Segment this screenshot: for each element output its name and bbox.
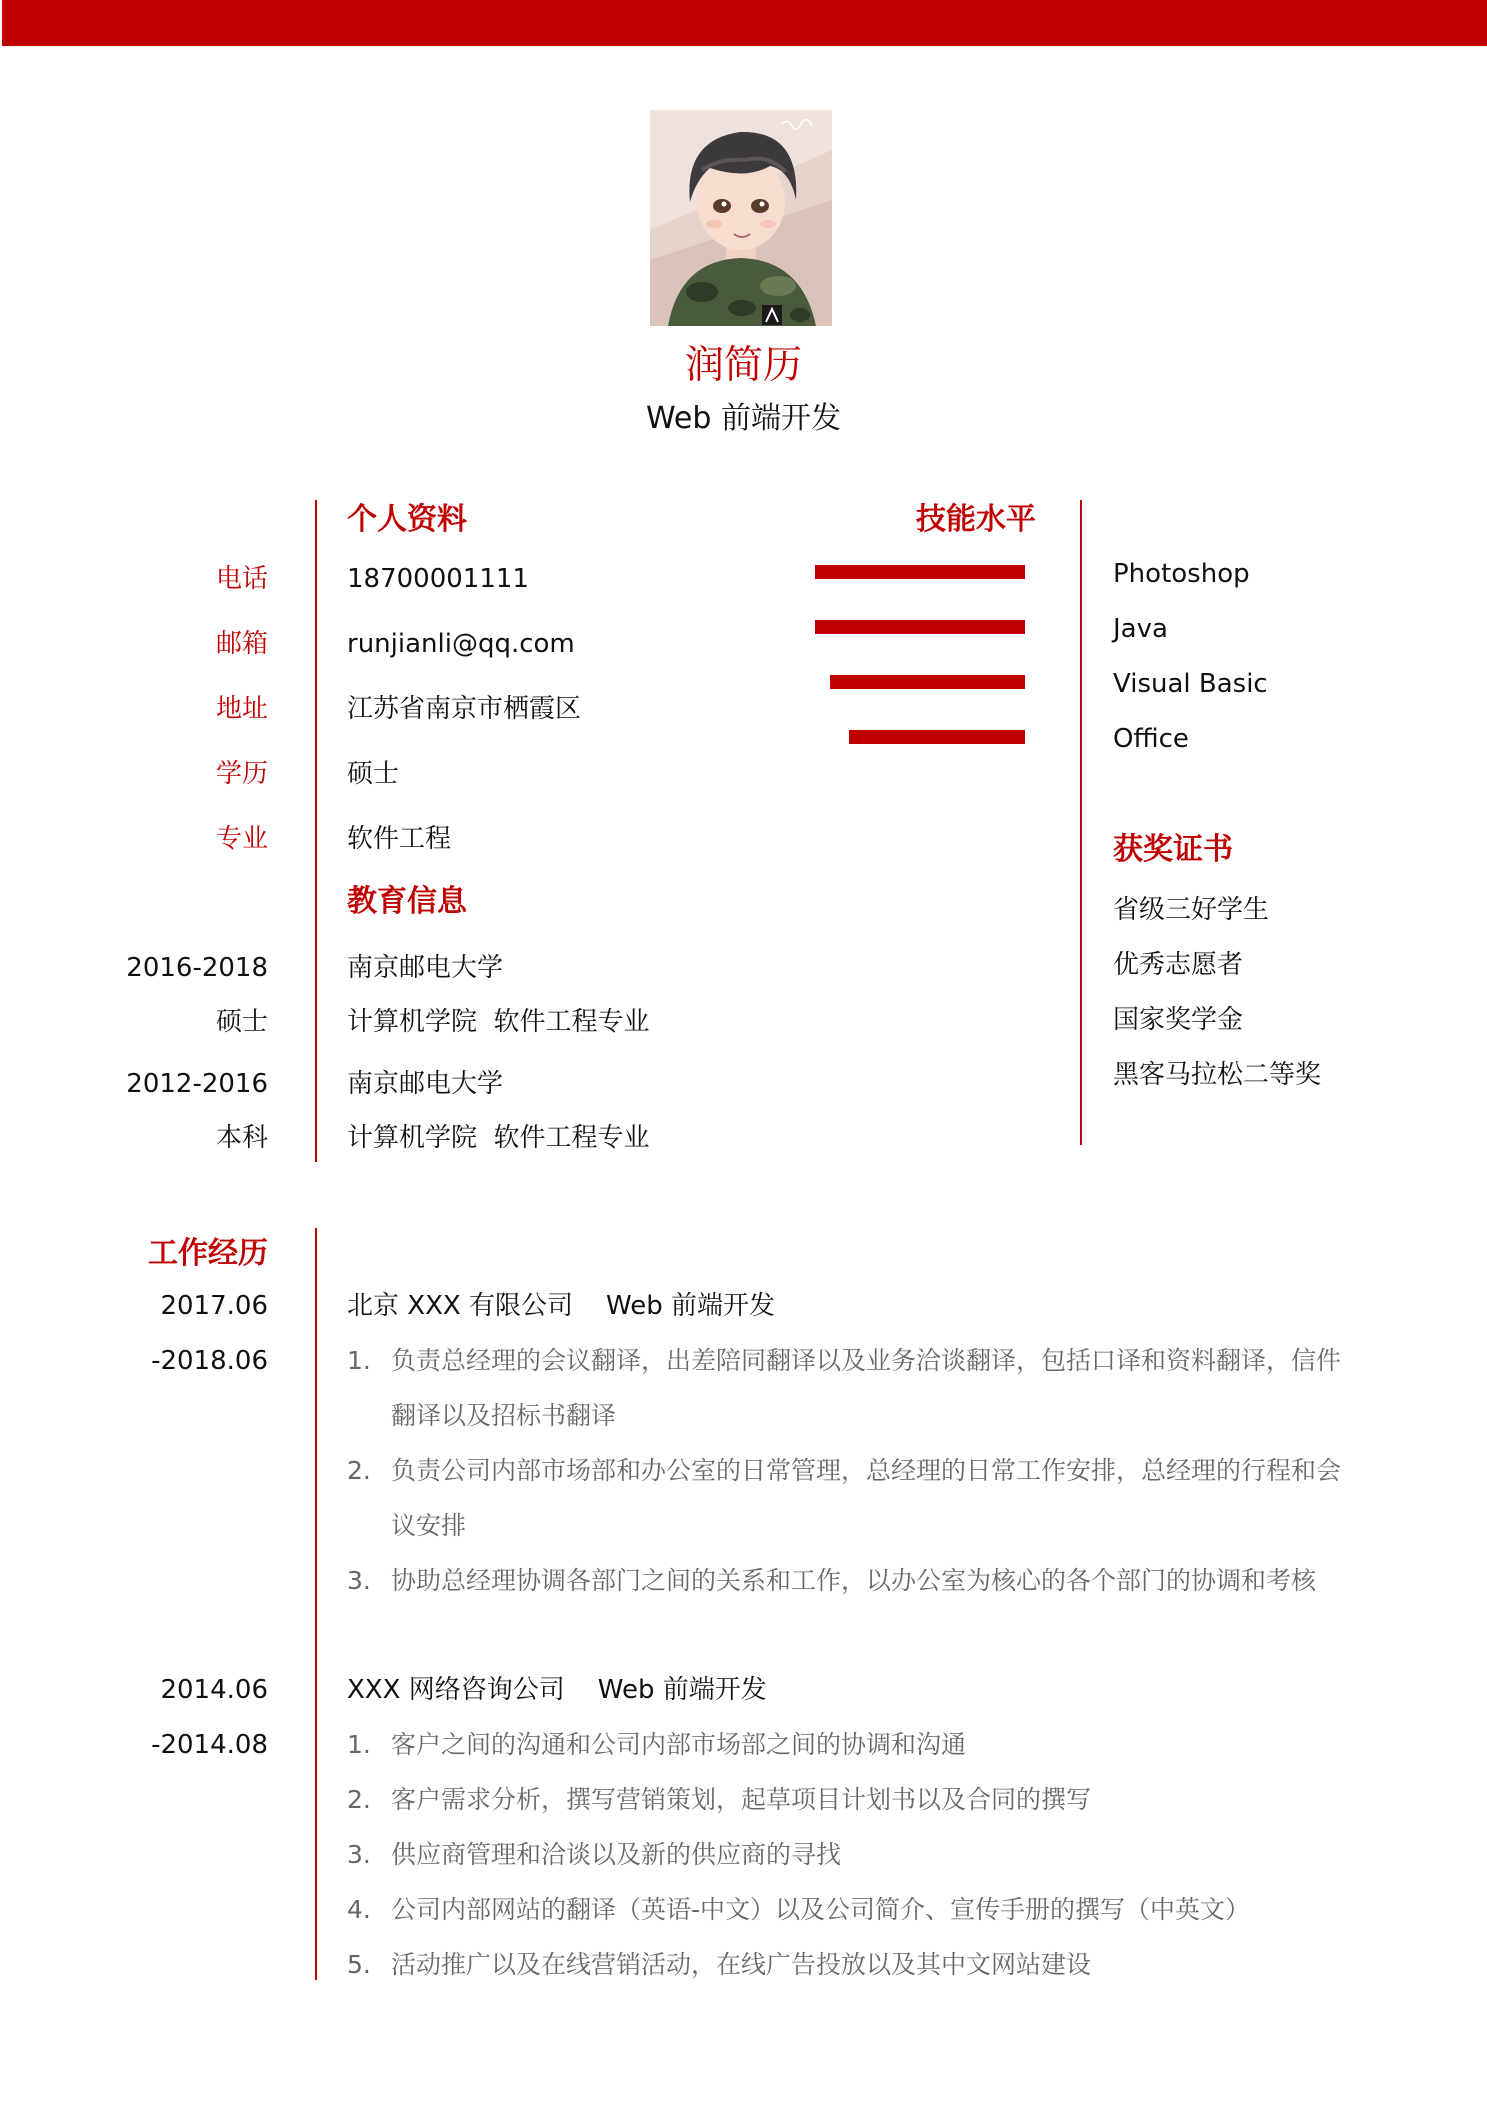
job-duty-item: 2. 客户需求分析，撰写营销策划，起草项目计划书以及合同的撰写 [347,1785,1092,1814]
skill-level-bar [849,730,1025,744]
job-start-date: 2017.06 [160,1291,268,1321]
address-label: 地址 [215,694,268,724]
award-item: 国家奖学金 [1113,1005,1244,1035]
job-duty-text: 客户需求分析，撰写营销策划，起草项目计划书以及合同的撰写 [391,1785,1092,1814]
job-duties [347,1333,1347,1608]
job-duty-text: 活动推广以及在线营销活动，在线广告投放以及其中文网站建设 [391,1950,1092,1979]
skill-level-bar [815,565,1025,579]
education-period: 2016-2018 [126,953,268,983]
major-value: 软件工程 [347,824,452,854]
top-accent-bar [2,0,1487,46]
job-duty-text: 客户之间的沟通和公司内部市场部之间的协调和沟通 [391,1730,967,1759]
personal-section-title: 个人资料 [347,502,467,537]
job-duty-text: 负责公司内部市场部和办公室的日常管理，总经理的日常工作安排，总经理的行程和会议安排 [391,1456,1342,1540]
email-label: 邮箱 [215,629,268,659]
job-duty-text: 负责总经理的会议翻译，出差陪同翻译以及业务洽谈翻译，包括口译和资料翻译，信件翻译以及招标书翻译 [391,1346,1342,1430]
phone-value: 18700001111 [347,564,529,594]
job-duty-item: 5. 活动推广以及在线营销活动，在线广告投放以及其中文网站建设 [347,1950,1092,1979]
address-value: 江苏省南京市栖霞区 [347,694,582,724]
education-degree: 硕士 [215,1007,268,1037]
skill-name: Office [1113,724,1189,754]
education-section-title: 教育信息 [347,884,467,919]
job-heading: XXX 网络咨询公司 Web 前端开发 [347,1675,767,1705]
divider-work [315,1228,317,1980]
education-school: 南京邮电大学 [347,953,504,983]
awards-section-title: 获奖证书 [1113,832,1233,867]
skill-level-bar [830,675,1025,689]
award-item: 省级三好学生 [1113,895,1270,925]
avatar-illustration [650,110,832,326]
candidate-name: 润简历 [684,343,802,388]
job-start-date: 2014.06 [160,1675,268,1705]
job-duty-item: 2. 负责公司内部市场部和办公室的日常管理，总经理的日常工作安排，总经理的行程和会议安排 [347,1456,1342,1540]
job-duty-item: 1. 负责总经理的会议翻译，出差陪同翻译以及业务洽谈翻译，包括口译和资料翻译，信件翻译以及招标书翻译 [347,1346,1342,1430]
degree-value: 硕士 [347,759,400,789]
job-duty-item: 3. 供应商管理和洽谈以及新的供应商的寻找 [347,1840,842,1869]
divider-left-top [315,500,317,1162]
award-item: 优秀志愿者 [1113,950,1244,980]
job-duty-item: 4. 公司内部网站的翻译（英语-中文）以及公司简介、宣传手册的撰写（中英文） [347,1895,1251,1924]
skill-name: Visual Basic [1113,669,1268,699]
award-item: 黑客马拉松二等奖 [1113,1060,1322,1090]
job-duty-item: 1. 客户之间的沟通和公司内部市场部之间的协调和沟通 [347,1730,967,1759]
job-duty-text: 协助总经理协调各部门之间的关系和工作，以办公室为核心的各个部门的协调和考核 [391,1566,1317,1595]
education-degree: 本科 [215,1123,268,1153]
education-major: 计算机学院 软件工程专业 [347,1123,650,1153]
avatar [650,110,832,326]
phone-label: 电话 [215,564,268,594]
degree-label: 学历 [215,759,268,789]
education-school: 南京邮电大学 [347,1069,504,1099]
divider-right-top [1080,500,1082,1145]
email-value: runjianli@qq.com [347,629,575,659]
skills-section-title: 技能水平 [916,502,1036,537]
job-title: Web 前端开发 [646,401,841,436]
job-duty-text: 公司内部网站的翻译（英语-中文）以及公司简介、宣传手册的撰写（中英文） [391,1895,1251,1924]
work-section-title: 工作经历 [148,1236,268,1271]
major-label: 专业 [215,824,268,854]
education-major: 计算机学院 软件工程专业 [347,1007,650,1037]
job-duty-text: 供应商管理和洽谈以及新的供应商的寻找 [391,1840,842,1869]
job-end-date: -2018.06 [151,1346,268,1376]
job-end-date: -2014.08 [151,1730,268,1760]
job-duties [347,1717,1347,1992]
skill-name: Photoshop [1113,559,1250,589]
skill-level-bar [815,620,1025,634]
job-duty-item: 3. 协助总经理协调各部门之间的关系和工作，以办公室为核心的各个部门的协调和考核 [347,1566,1317,1595]
skill-name: Java [1113,614,1168,644]
education-period: 2012-2016 [126,1069,268,1099]
job-heading: 北京 XXX 有限公司 Web 前端开发 [347,1291,775,1321]
